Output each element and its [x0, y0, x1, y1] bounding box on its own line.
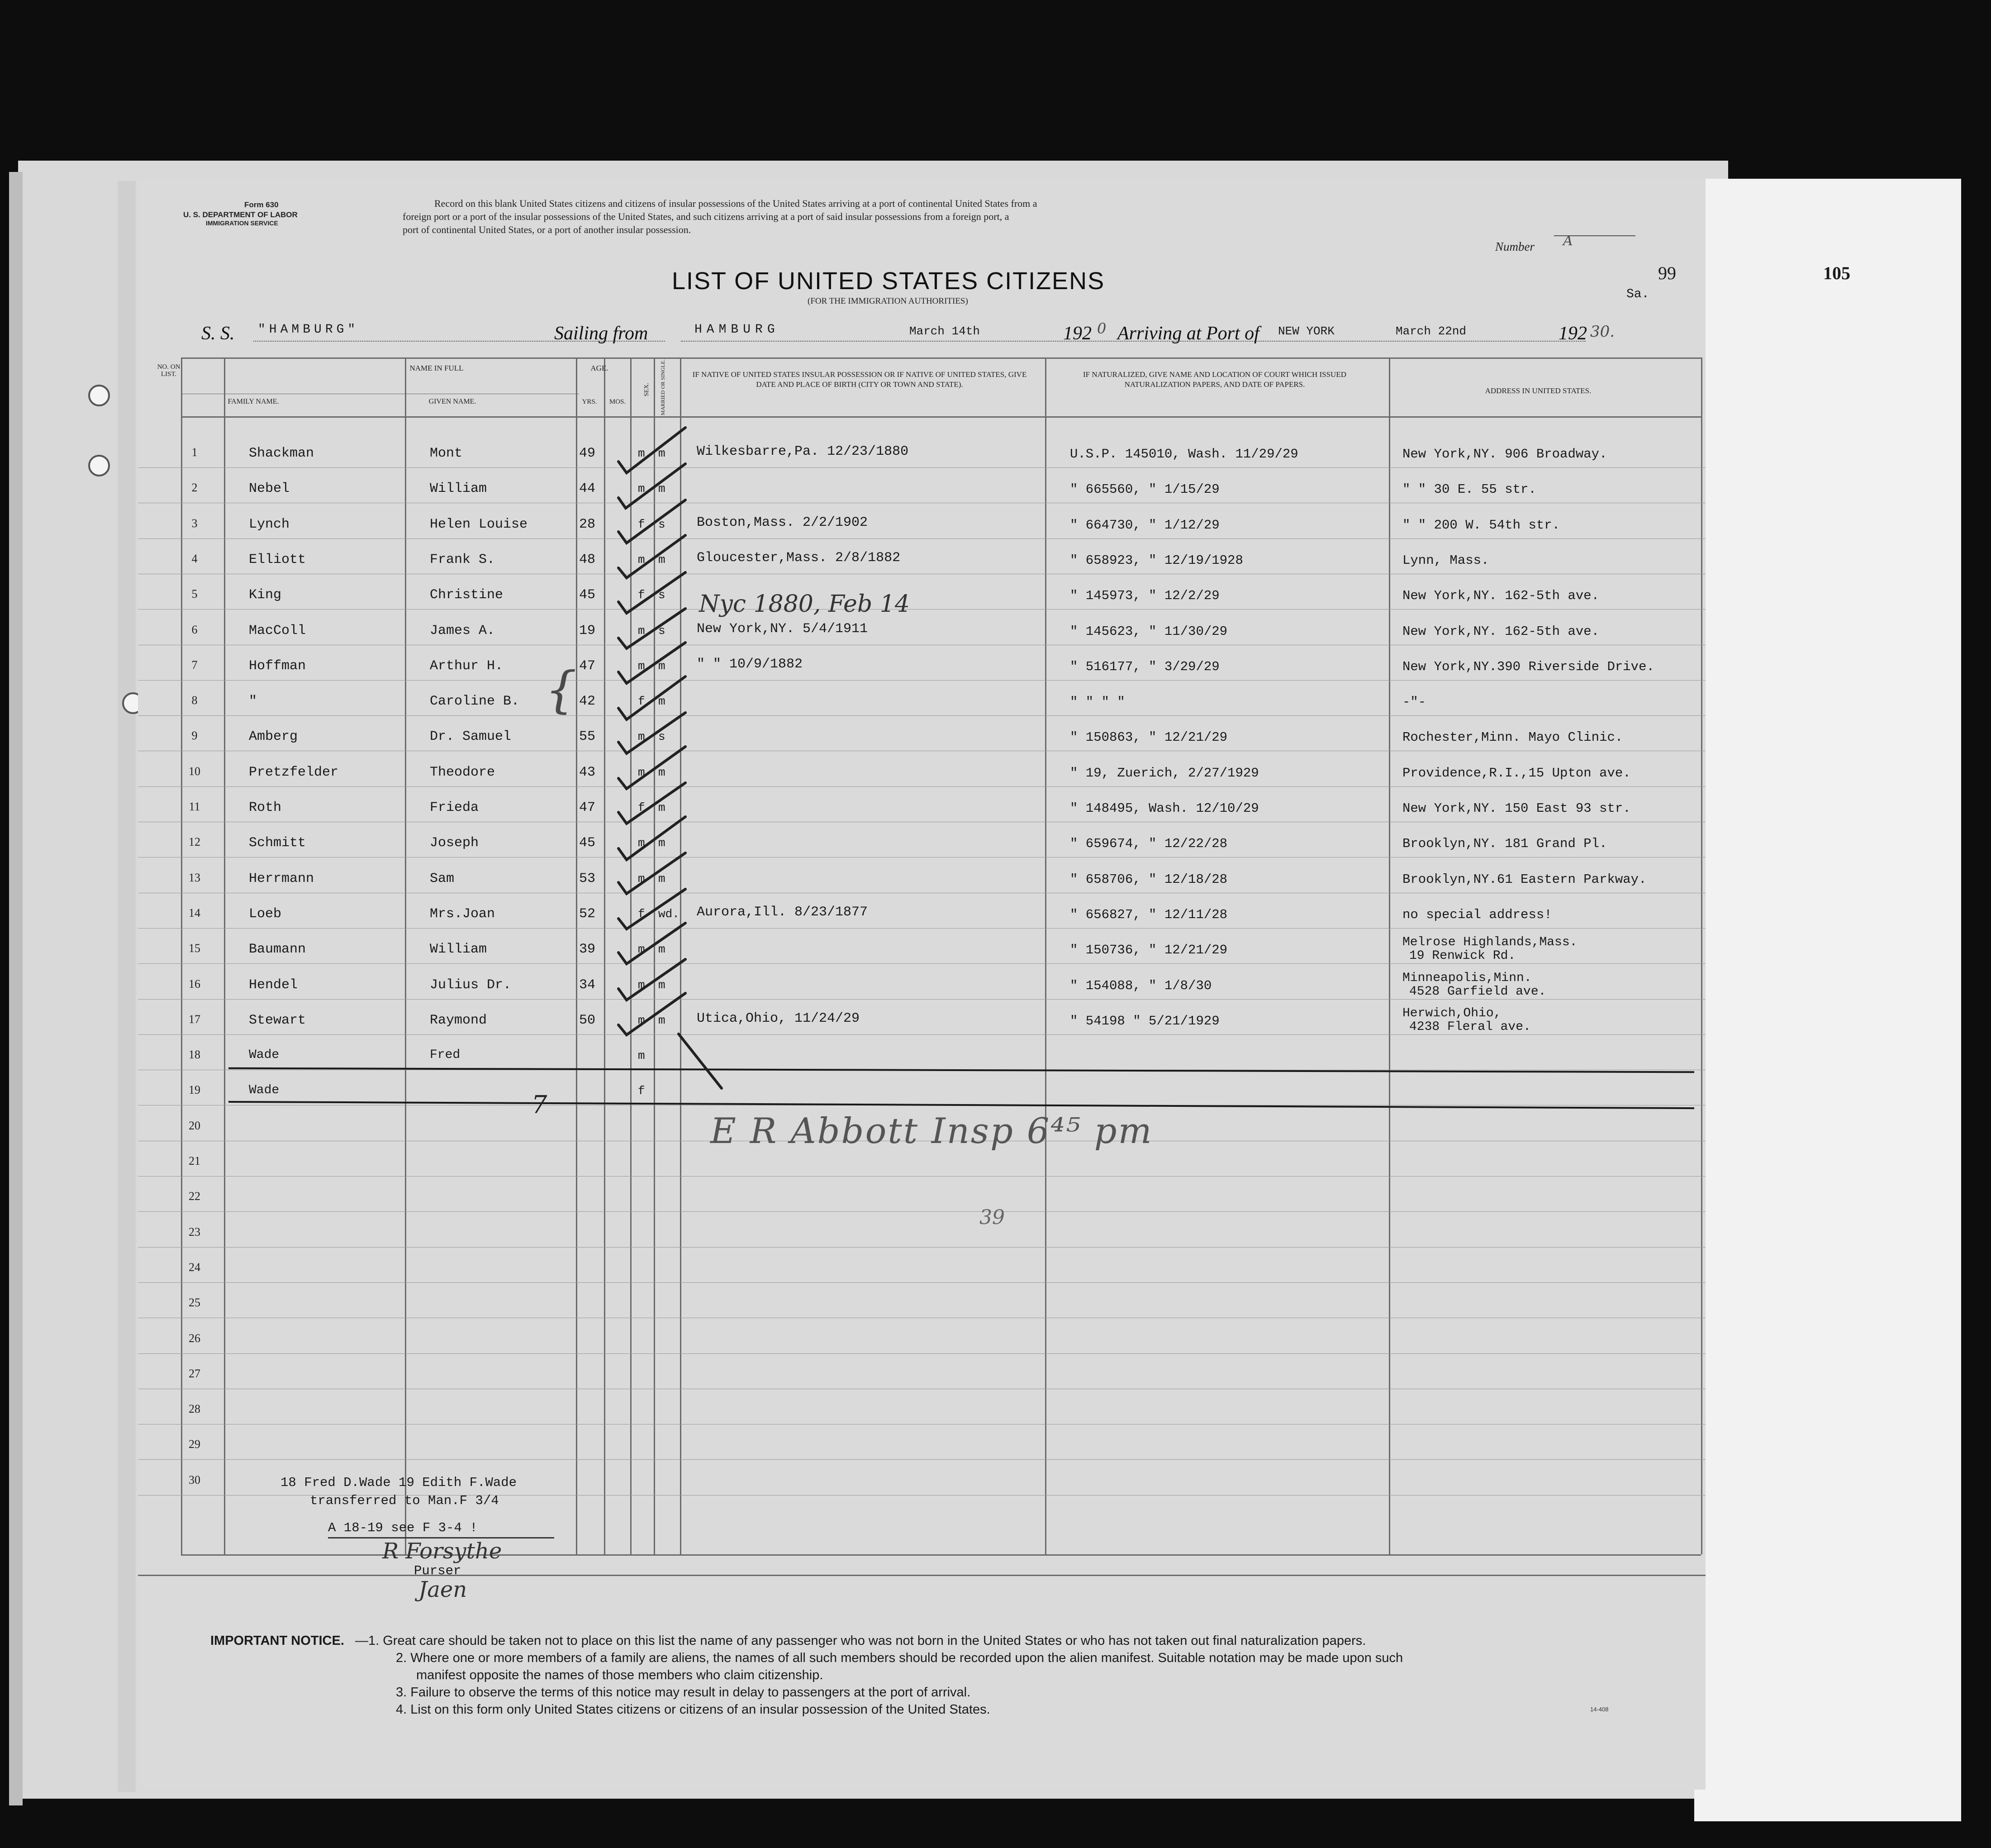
naturalization: " " " " — [1070, 695, 1125, 710]
naturalization: " 658706, " 12/18/28 — [1070, 872, 1228, 887]
ss-label: S. S. — [201, 323, 235, 344]
col-header-family: FAMILY NAME. — [228, 398, 279, 405]
table-row — [138, 583, 1706, 618]
family-bracket: { — [545, 661, 577, 719]
sex: f — [638, 801, 645, 814]
form-code: 14-408 — [1590, 1706, 1609, 1713]
marital-status: m — [658, 978, 665, 992]
address: no special address! — [1402, 907, 1552, 922]
row-number: 25 — [189, 1296, 200, 1310]
family-name: Lynch — [249, 516, 290, 532]
naturalization: " 656827, " 12/11/28 — [1070, 907, 1228, 922]
row-number: 2 — [191, 481, 198, 495]
footer-line — [138, 1575, 1706, 1576]
notice-item-2-cont: manifest opposite the names of those members who claim citizenship. — [416, 1668, 823, 1682]
table-row — [138, 1079, 1706, 1114]
sex: f — [638, 517, 645, 531]
age-years: 43 — [579, 764, 596, 780]
age-years: 28 — [579, 516, 596, 532]
row-number: 17 — [189, 1012, 200, 1026]
stamp-99: 99 — [1658, 263, 1676, 283]
family-name: " — [249, 694, 257, 710]
marital-status: m — [658, 765, 665, 779]
table-row — [138, 1221, 1706, 1256]
family-name: Schmitt — [249, 835, 306, 851]
col-header-given: GIVEN NAME. — [428, 398, 476, 405]
inspector-signature: E R Abbott Insp 6⁴⁵ pm — [710, 1111, 1153, 1152]
age-years: 44 — [579, 481, 596, 497]
marital-status: m — [658, 872, 665, 886]
table-row — [138, 1291, 1706, 1327]
given-name: Raymond — [430, 1012, 487, 1028]
family-name: Pretzfelder — [249, 764, 339, 780]
family-name: Elliott — [249, 552, 306, 567]
transfer-note-1: 18 Fred D.Wade 19 Edith F.Wade — [280, 1475, 517, 1490]
naturalization: " 148495, Wash. 12/10/29 — [1070, 801, 1259, 816]
sex-header-text: SEX. — [643, 383, 650, 396]
row-number: 1 — [191, 446, 198, 459]
marital-status: m — [658, 836, 665, 850]
address: Minneapolis,Minn. — [1402, 971, 1532, 985]
row-number: 13 — [189, 871, 200, 884]
sailing-from-label: Sailing from — [554, 323, 648, 344]
age-years: 52 — [579, 906, 596, 922]
instruction-text — [403, 197, 1037, 236]
sex: m — [638, 1013, 645, 1027]
table-row — [138, 619, 1706, 654]
address-line-2: 19 Renwick Rd. — [1409, 949, 1516, 963]
address-line-2: 4238 Fleral ave. — [1409, 1019, 1531, 1034]
age-years: 49 — [579, 446, 596, 461]
marital-status: wd. — [658, 907, 680, 921]
row-number: 29 — [189, 1438, 200, 1451]
marital-status: m — [658, 801, 665, 814]
family-name: Wade — [249, 1048, 280, 1062]
age-years: 45 — [579, 587, 596, 603]
table-row — [138, 654, 1706, 689]
binder-hole — [88, 455, 110, 476]
family-name: Amberg — [249, 729, 298, 745]
table-top-line — [181, 357, 1701, 359]
table-row — [138, 760, 1706, 795]
naturalization: " 154088, " 1/8/30 — [1070, 978, 1212, 993]
given-name: Helen Louise — [430, 516, 528, 532]
adjacent-page — [1694, 179, 1961, 1821]
address: Providence,R.I.,15 Upton ave. — [1402, 765, 1631, 781]
row-number: 16 — [189, 977, 200, 991]
row-number: 8 — [191, 694, 198, 707]
given-name: Joseph — [430, 835, 479, 851]
birth-place-date: New York,NY. 5/4/1911 — [697, 621, 868, 637]
sex: m — [638, 836, 645, 850]
purser-initials: Jaen — [418, 1577, 467, 1602]
col-header-no: NO. ON LIST. — [157, 363, 181, 378]
row-number: 21 — [189, 1154, 200, 1167]
given-name: Christine — [430, 587, 504, 603]
given-name: James A. — [430, 623, 495, 638]
transfer-note-3: A 18-19 see F 3-4 ! — [328, 1520, 478, 1535]
col-header-name-in-full: NAME IN FULL — [409, 364, 464, 372]
notice-label: IMPORTANT NOTICE. — [210, 1634, 344, 1648]
page-edge — [9, 172, 23, 1805]
family-name: Roth — [249, 800, 282, 815]
address-line-2: 4528 Garfield ave. — [1409, 984, 1546, 999]
form-number: Form 630 — [244, 200, 279, 209]
arriving-label: Arriving at Port of — [1117, 323, 1259, 344]
table-row — [138, 1043, 1706, 1079]
row-number: 14 — [189, 906, 200, 919]
family-name: Wade — [249, 1083, 280, 1098]
sex: m — [638, 1049, 645, 1063]
birth-place-date: " " 10/9/1882 — [697, 656, 803, 672]
table-row — [138, 1398, 1706, 1433]
sex: m — [638, 765, 645, 779]
age-years: 19 — [579, 623, 596, 638]
arrive-year: 192 — [1559, 323, 1587, 344]
age-years: 48 — [579, 552, 596, 567]
instruction-line: port of continental United States, or a port of another insular possession. — [403, 224, 691, 235]
naturalization: " 664730, " 1/12/29 — [1070, 517, 1220, 533]
row-number: 18 — [189, 1048, 200, 1062]
naturalization: " 150863, " 12/21/29 — [1070, 730, 1228, 745]
marital-status: m — [658, 447, 665, 460]
col-header-address: ADDRESS IN UNITED STATES. — [1485, 386, 1592, 395]
age-years: 47 — [579, 800, 596, 815]
row-number: 26 — [189, 1331, 200, 1345]
table-row — [138, 548, 1706, 583]
naturalization: " 54198 " 5/21/1929 — [1070, 1013, 1220, 1029]
sex: m — [638, 659, 645, 673]
department: U. S. DEPARTMENT OF LABOR — [183, 210, 298, 219]
family-name: Stewart — [249, 1012, 306, 1028]
marital-status: m — [658, 1013, 665, 1027]
table-row — [138, 937, 1706, 972]
family-name: MacColl — [249, 623, 306, 638]
purser-signature: R Forsythe — [382, 1538, 502, 1564]
marital-status: s — [658, 588, 665, 602]
address: " " 200 W. 54th str. — [1402, 517, 1560, 533]
given-name: Frieda — [430, 800, 479, 815]
marital-status: s — [658, 730, 665, 744]
given-name: Dr. Samuel — [430, 729, 512, 745]
table-row — [138, 441, 1706, 476]
table-row — [138, 795, 1706, 831]
row-number: 10 — [189, 764, 200, 778]
family-name: Hendel — [249, 977, 298, 993]
given-name: Arthur H. — [430, 658, 504, 674]
form-title: LIST OF UNITED STATES CITIZENS — [672, 267, 1105, 295]
birth-place-date: Wilkesbarre,Pa. 12/23/1880 — [697, 444, 909, 459]
naturalization: " 19, Zuerich, 2/27/1929 — [1070, 765, 1259, 781]
naturalization: " 659674, " 12/22/28 — [1070, 836, 1228, 852]
table-row — [138, 1256, 1706, 1291]
table-row — [138, 1327, 1706, 1362]
table-row — [138, 1433, 1706, 1468]
row-number: 5 — [191, 587, 198, 601]
row-number: 20 — [189, 1119, 200, 1132]
naturalization: " 145973, " 12/2/29 — [1070, 588, 1220, 604]
ship-name: "HAMBURG" — [258, 323, 359, 337]
age-years: 34 — [579, 977, 596, 993]
given-name: William — [430, 942, 487, 957]
address: New York,NY. 162-5th ave. — [1402, 624, 1600, 639]
depart-year-hand: 0 — [1097, 320, 1107, 337]
col-header-native: IF NATIVE OF UNITED STATES INSULAR POSSESSION OR IF NATIVE OF UNITED STATES, GIVE DATE AND PLACE OF BIRTH (CITY OR TOWN AND STATE). — [692, 370, 1027, 389]
table-row — [138, 689, 1706, 724]
age-years: 47 — [579, 658, 596, 674]
arrive-date: March 22nd — [1396, 324, 1467, 338]
naturalization: " 150736, " 12/21/29 — [1070, 943, 1228, 958]
notice-item-1: —1. Great care should be taken not to place on this list the name of any passenger who was not born in the United States or who has not taken out final naturalization papers. — [355, 1634, 1366, 1648]
row-number: 19 — [189, 1083, 200, 1097]
birth-place-date: Aurora,Ill. 8/23/1877 — [697, 904, 868, 920]
sex: m — [638, 943, 645, 957]
depart-year: 192 — [1063, 323, 1092, 344]
given-name: Sam — [430, 871, 455, 886]
row-number: 3 — [191, 516, 198, 530]
table-row — [138, 831, 1706, 866]
age-years: 42 — [579, 694, 596, 710]
address: Brooklyn,NY. 181 Grand Pl. — [1402, 836, 1607, 852]
sex: m — [638, 872, 645, 886]
arrive-year-hand: 30. — [1590, 323, 1615, 341]
family-name: Herrmann — [249, 871, 314, 886]
sex: m — [638, 447, 645, 460]
stewart-mark: 7 — [532, 1091, 547, 1119]
purser-label: Purser — [414, 1563, 461, 1578]
given-name: Caroline B. — [430, 694, 520, 710]
table-row — [138, 902, 1706, 937]
family-name: Hoffman — [249, 658, 306, 674]
page-number: 105 — [1823, 263, 1850, 283]
marital-status: m — [658, 552, 665, 567]
citizens-list-form — [138, 179, 1706, 1790]
given-name: Julius Dr. — [430, 977, 512, 993]
sex: m — [638, 482, 645, 496]
age-years: 45 — [579, 835, 596, 851]
notice-item-2: 2. Where one or more members of a family are aliens, the names of all such members should be recorded upon the alien manifest. Suitable notation may be made upon such — [396, 1651, 1403, 1665]
row-number: 4 — [191, 552, 198, 565]
sex: f — [638, 907, 645, 921]
table-row — [138, 512, 1706, 548]
row-number: 30 — [189, 1473, 200, 1486]
address: New York,NY.390 Riverside Drive. — [1402, 659, 1654, 674]
row-number: 24 — [189, 1260, 200, 1274]
naturalization: " 145623, " 11/30/29 — [1070, 624, 1228, 639]
king-birth-handwritten: Nyc 1880, Feb 14 — [699, 591, 910, 618]
list-number-label: Number — [1495, 240, 1535, 253]
notice-item-3: 3. Failure to observe the terms of this notice may result in delay to passengers at the port of arrival. — [396, 1685, 971, 1700]
address: -"- — [1402, 695, 1426, 710]
row-number: 12 — [189, 835, 200, 849]
col-header-yrs: YRS. — [582, 398, 597, 405]
naturalization: U.S.P. 145010, Wash. 11/29/29 — [1070, 447, 1298, 462]
age-years: 50 — [579, 1012, 596, 1028]
stamp-sa: Sa. — [1626, 287, 1649, 301]
row-number: 9 — [191, 729, 198, 743]
given-name: Theodore — [430, 764, 495, 780]
address: Melrose Highlands,Mass. — [1402, 935, 1578, 950]
sex: f — [638, 695, 645, 709]
marital-status: m — [658, 695, 665, 709]
binder-hole — [88, 385, 110, 406]
row-number: 6 — [191, 623, 198, 636]
address: New York,NY. 150 East 93 str. — [1402, 801, 1631, 816]
sex: f — [638, 588, 645, 602]
family-name: Baumann — [249, 942, 306, 957]
married-header-text: MARRIED OR SINGLE. — [659, 359, 666, 415]
family-name: Nebel — [249, 481, 290, 497]
sex: m — [638, 624, 645, 638]
table-row — [138, 476, 1706, 512]
table-row — [138, 724, 1706, 760]
address: New York,NY. 162-5th ave. — [1402, 588, 1600, 604]
sex: m — [638, 978, 645, 992]
row-number: 7 — [191, 658, 198, 672]
marital-status: s — [658, 624, 665, 638]
row-number: 15 — [189, 942, 200, 955]
instruction-line: foreign port or a port of the insular possessions of the United States, and such citizens arriving at a port of said insular possessions from a foreign port, a — [403, 211, 1009, 222]
table-row — [138, 1185, 1706, 1220]
naturalization: " 658923, " 12/19/1928 — [1070, 552, 1243, 568]
instruction-line: Record on this blank United States citizens and citizens of insular possessions of the United States arriving at a port of continental United States from a — [434, 198, 1037, 209]
form-subtitle: (FOR THE IMMIGRATION AUTHORITIES) — [808, 296, 968, 306]
row-number: 11 — [189, 800, 200, 813]
col-header-mos: MOS. — [609, 398, 626, 405]
sex: f — [638, 1084, 645, 1098]
port-from: HAMBURG — [694, 323, 779, 337]
transfer-note-2: transferred to Man.F 3/4 — [310, 1493, 499, 1508]
age-years: 53 — [579, 871, 596, 886]
age-years: 55 — [579, 729, 596, 745]
family-name: King — [249, 587, 282, 603]
family-name: Shackman — [249, 446, 314, 461]
row-number: 27 — [189, 1367, 200, 1380]
table-row — [138, 1008, 1706, 1043]
sex: m — [638, 730, 645, 744]
birth-place-date: Boston,Mass. 2/2/1902 — [697, 514, 868, 530]
family-name: Loeb — [249, 906, 282, 922]
naturalization: " 516177, " 3/29/29 — [1070, 659, 1220, 674]
table-row — [138, 973, 1706, 1008]
address: Herwich,Ohio, — [1402, 1006, 1502, 1020]
list-number-value: A — [1563, 233, 1573, 249]
address: New York,NY. 906 Broadway. — [1402, 447, 1607, 462]
table-row — [138, 1362, 1706, 1398]
naturalization: " 665560, " 1/15/29 — [1070, 482, 1220, 497]
address: Brooklyn,NY.61 Eastern Parkway. — [1402, 872, 1647, 887]
page-count: 39 — [979, 1206, 1005, 1229]
marital-status: m — [658, 943, 665, 957]
given-name: Fred — [430, 1048, 461, 1062]
address: " " 30 E. 55 str. — [1402, 482, 1536, 497]
birth-place-date: Utica,Ohio, 11/24/29 — [697, 1010, 860, 1026]
sex: m — [638, 552, 645, 567]
table-row — [138, 1150, 1706, 1185]
age-years: 39 — [579, 942, 596, 957]
birth-place-date: Gloucester,Mass. 2/8/1882 — [697, 550, 901, 566]
row-number: 28 — [189, 1402, 200, 1416]
table-row — [138, 867, 1706, 902]
given-name: Mrs.Joan — [430, 906, 495, 922]
voyage-line — [681, 341, 1586, 342]
given-name: Frank S. — [430, 552, 495, 567]
marital-status: m — [658, 482, 665, 496]
col-header-age: AGE. — [590, 364, 608, 372]
row-number: 22 — [189, 1190, 200, 1203]
address: Rochester,Minn. Mayo Clinic. — [1402, 730, 1623, 745]
given-name: William — [430, 481, 487, 497]
notice-item-4: 4. List on this form only United States citizens or citizens of an insular possession of the United States. — [396, 1702, 990, 1717]
address: Lynn, Mass. — [1402, 552, 1489, 568]
header-bottom-line — [181, 416, 1701, 418]
given-name: Mont — [430, 446, 463, 461]
depart-date: March 14th — [909, 324, 980, 338]
row-number: 23 — [189, 1225, 200, 1238]
port-to: NEW YORK — [1278, 324, 1335, 338]
marital-status: m — [658, 659, 665, 673]
service: IMMIGRATION SERVICE — [206, 219, 278, 227]
page-edge — [118, 181, 136, 1792]
col-header-naturalized: IF NATURALIZED, GIVE NAME AND LOCATION OF COURT WHICH ISSUED NATURALIZATION PAPERS, AND DATE OF PAPERS. — [1083, 370, 1346, 389]
marital-status: s — [658, 517, 665, 531]
